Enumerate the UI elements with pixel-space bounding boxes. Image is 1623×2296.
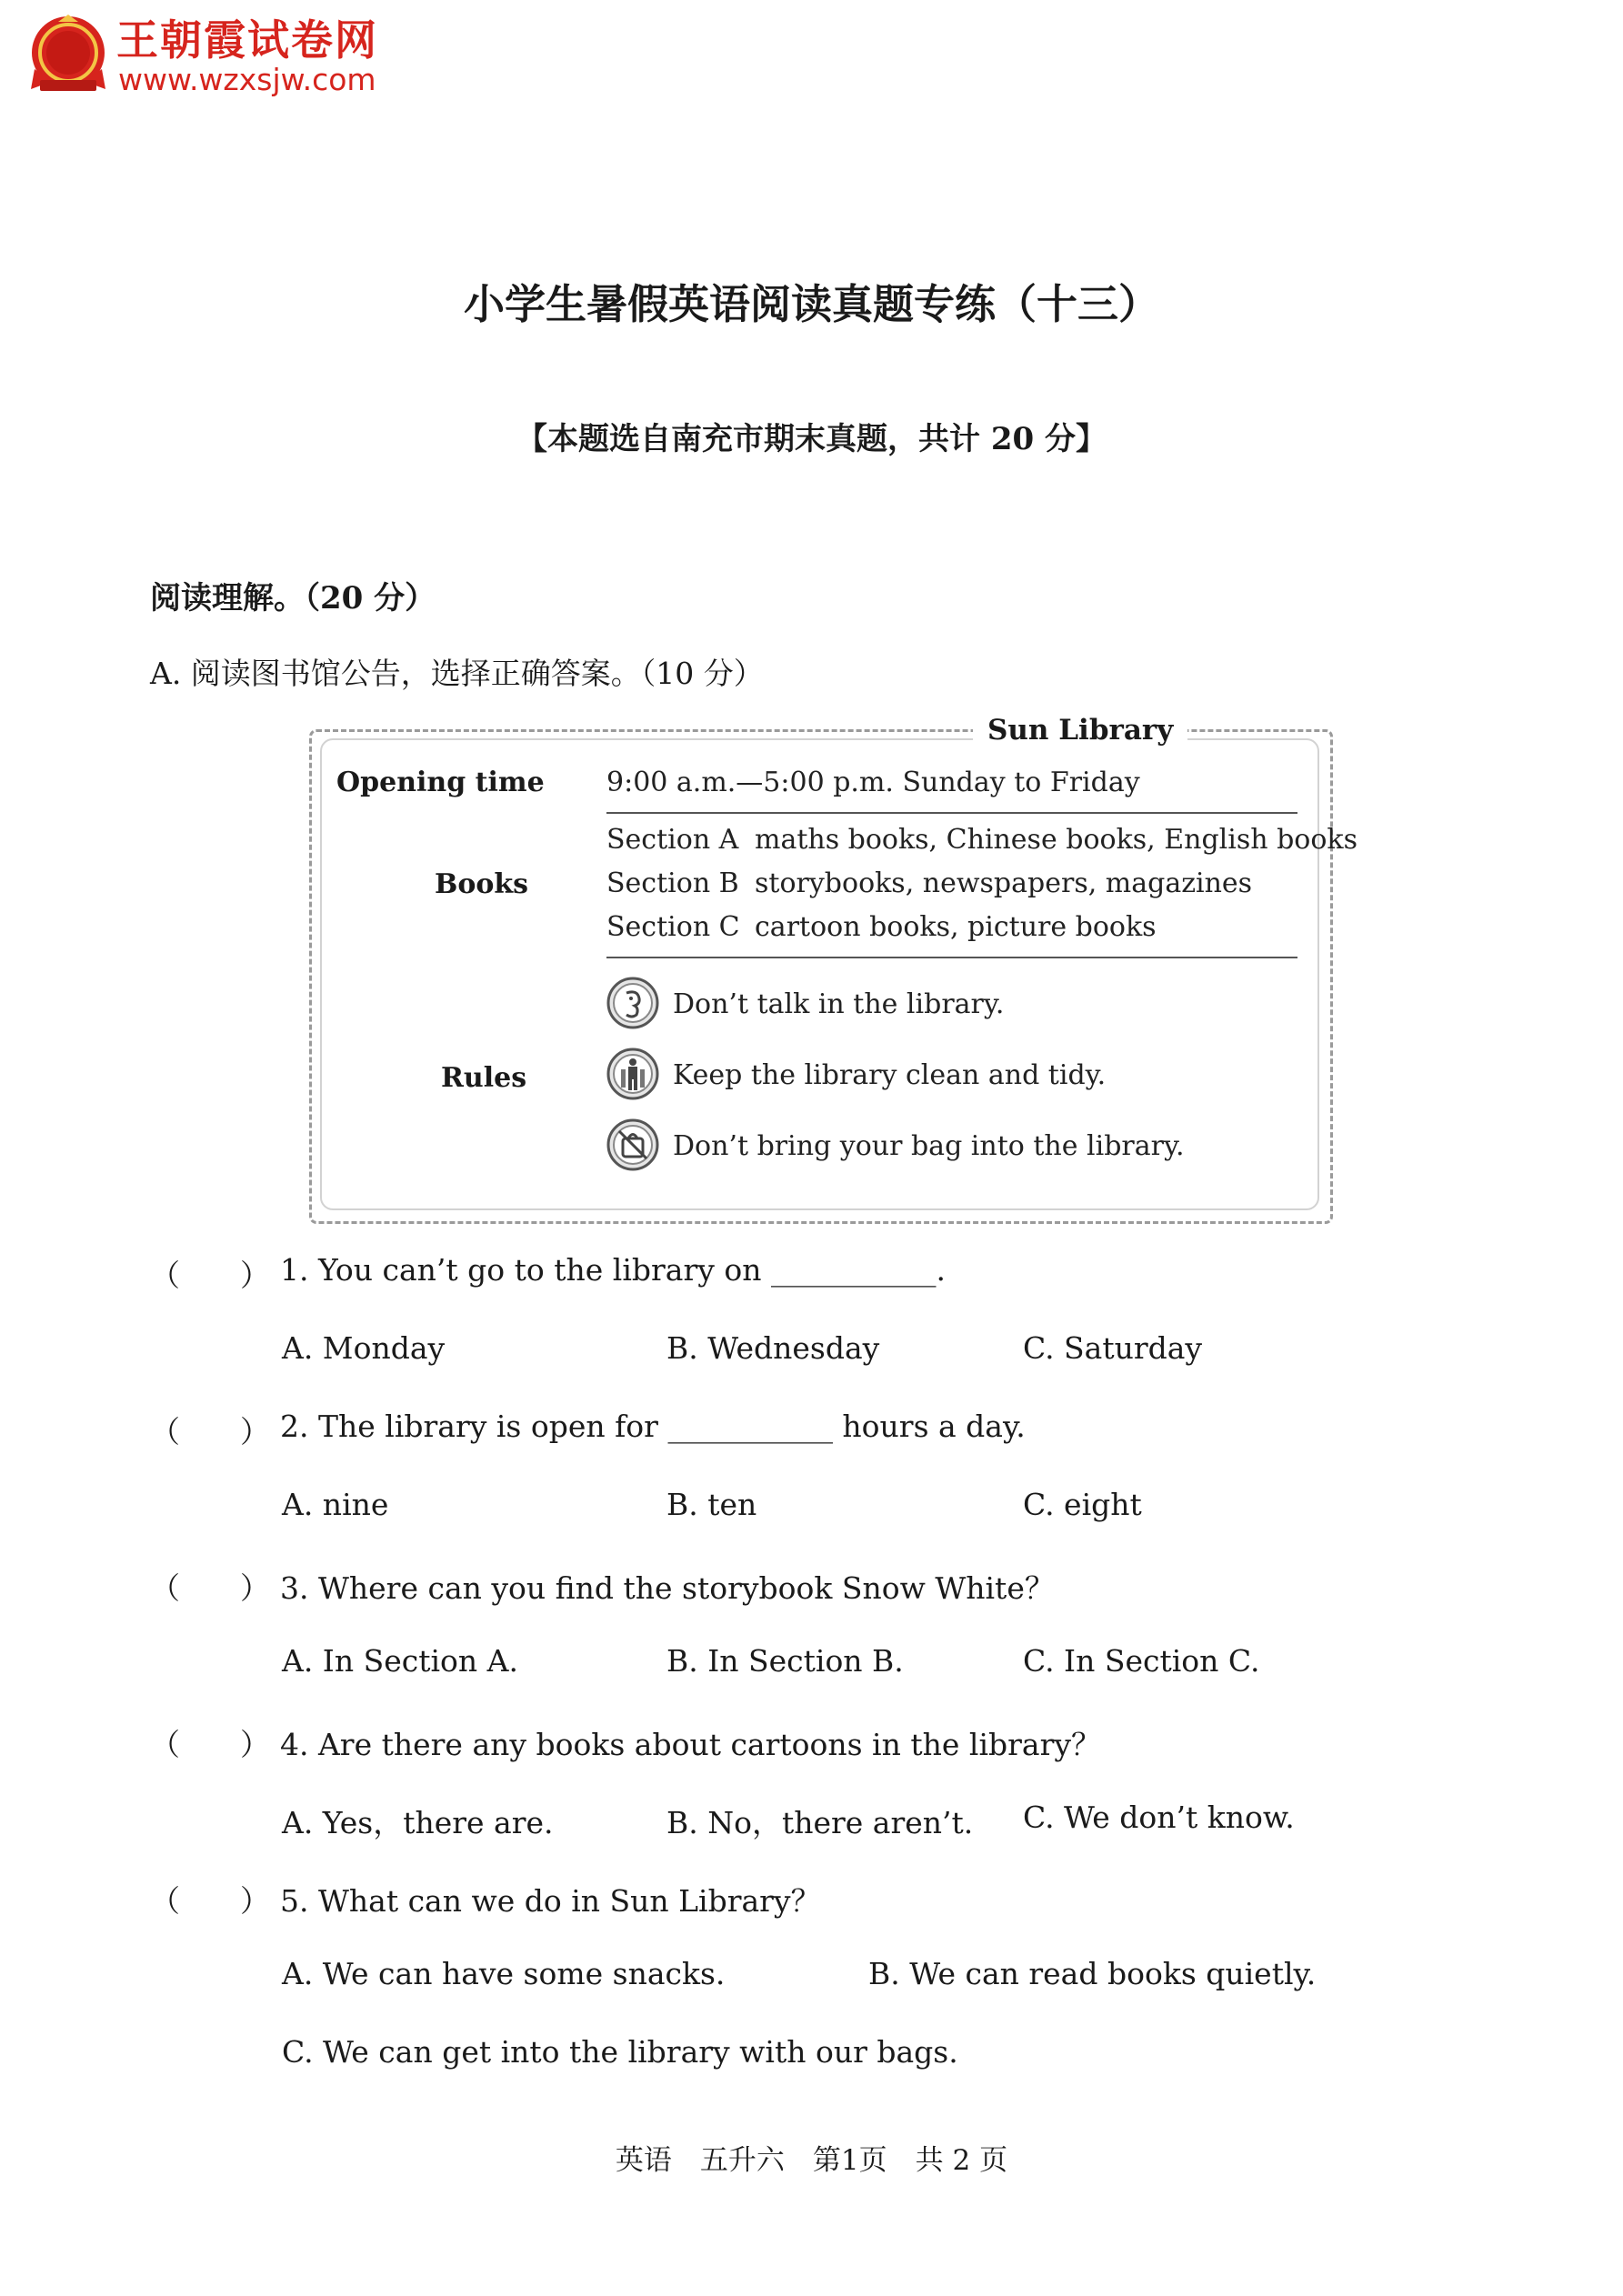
section-name: Section B (606, 867, 739, 899)
section-name: Section A (606, 824, 739, 856)
option-b[interactable]: B. In Section B. (666, 1643, 904, 1679)
section-content: cartoon books, picture books (755, 911, 1157, 943)
question-text: 2. The library is open for ___________ hours a day. (280, 1409, 1026, 1444)
answer-blank[interactable]: （ ） (150, 1258, 270, 1293)
rule-text: Keep the library clean and tidy. (673, 1059, 1107, 1091)
option-b[interactable]: B. ten (666, 1487, 757, 1522)
option-c[interactable]: C. We don’t know. (1023, 1800, 1295, 1835)
option-a[interactable]: A. Yes，there are. (282, 1805, 554, 1840)
section-content: maths books, Chinese books, English books (755, 824, 1358, 856)
opening-time-label: Opening time (336, 767, 545, 798)
question-text: 4. Are there any books about cartoons in the library？ (280, 1727, 1101, 1762)
option-a[interactable]: A. Monday (282, 1330, 446, 1366)
section-name: Section C (606, 911, 740, 943)
rule-text: Don’t bring your bag into the library. (673, 1130, 1185, 1162)
section-heading: 阅读理解。（20 分） (150, 580, 436, 617)
option-c[interactable]: C. eight (1023, 1487, 1142, 1522)
answer-blank[interactable]: （ ） (150, 1570, 270, 1606)
tidy-person-icon (606, 1048, 659, 1100)
option-b[interactable]: B. We can read books quietly. (868, 1956, 1317, 1991)
option-a[interactable]: A. We can have some snacks. (282, 1956, 726, 1991)
books-label: Books (435, 868, 529, 900)
opening-time-value: 9:00 a.m.—5:00 p.m. Sunday to Friday (606, 767, 1140, 798)
option-c[interactable]: C. Saturday (1023, 1330, 1203, 1366)
page-title: 小学生暑假英语阅读真题专练（十三） (463, 280, 1159, 328)
option-a[interactable]: A. nine (282, 1487, 389, 1522)
notice-title: Sun Library (973, 714, 1187, 747)
site-logo-icon (27, 13, 109, 96)
no-bag-icon (606, 1118, 659, 1171)
brand-url: www.wzxsjw.com (118, 62, 376, 97)
answer-blank[interactable]: （ ） (150, 1414, 270, 1449)
rules-label: Rules (441, 1062, 527, 1094)
section-content: storybooks, newspapers, magazines (755, 867, 1253, 899)
option-b[interactable]: B. No，there aren’t. (666, 1805, 974, 1840)
answer-blank[interactable]: （ ） (150, 1727, 270, 1762)
option-c[interactable]: C. In Section C. (1023, 1643, 1260, 1679)
answer-blank[interactable]: （ ） (150, 1883, 270, 1919)
part-a-heading: A. 阅读图书馆公告，选择正确答案。（10 分） (150, 656, 764, 691)
divider (606, 812, 1297, 814)
option-b[interactable]: B. Wednesday (666, 1330, 880, 1366)
question-text: 5. What can we do in Sun Library？ (280, 1883, 821, 1919)
option-c[interactable]: C. We can get into the library with our bags. (282, 2034, 958, 2070)
brand-name: 王朝霞试卷网 (116, 15, 378, 65)
divider (606, 957, 1297, 958)
no-talking-icon (606, 977, 659, 1029)
rule-text: Don’t talk in the library. (673, 988, 1005, 1020)
question-text: 3. Where can you find the storybook Snow White？ (280, 1570, 1055, 1606)
page-subtitle: 【本题选自南充市期末真题，共计 20 分】 (516, 421, 1107, 457)
option-a[interactable]: A. In Section A. (282, 1643, 518, 1679)
question-text: 1. You can’t go to the library on ___________. (280, 1252, 946, 1288)
page-footer: 英语 五升六 第1页 共 2 页 (615, 2144, 1008, 2177)
